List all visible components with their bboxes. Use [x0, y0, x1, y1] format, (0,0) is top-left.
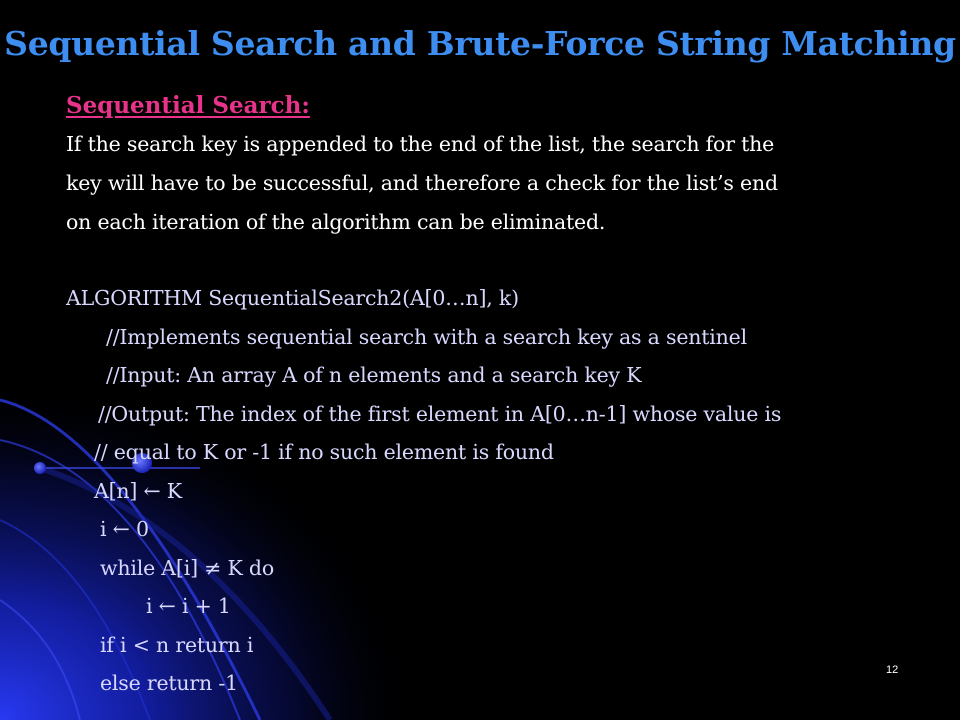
algorithm-comment: //Input: An array A of n elements and a search key K [106, 363, 642, 387]
paragraph-line: If the search key is appended to the end of the list, the search for the [66, 132, 775, 156]
algorithm-statement: if i < n return i [100, 633, 254, 657]
algorithm-comment: // equal to K or -1 if no such element is found [94, 440, 554, 464]
subheading: Sequential Search: [66, 92, 310, 119]
algorithm-comment: //Output: The index of the first element in A[0…n-1] whose value is [98, 402, 782, 426]
decor-dot-small [34, 462, 46, 474]
algorithm-header: ALGORITHM SequentialSearch2(A[0…n], k) [66, 286, 519, 310]
algorithm-statement: A[n] ← K [94, 479, 182, 503]
slide-title: Sequential Search and Brute-Force String Matching [4, 24, 956, 63]
page-number: 12 [886, 664, 899, 676]
algorithm-statement: while A[i] ≠ K do [100, 556, 274, 580]
paragraph-line: key will have to be successful, and therefore a check for the list’s end [66, 171, 778, 195]
algorithm-statement: i ← 0 [100, 517, 149, 541]
algorithm-statement: else return -1 [100, 671, 238, 695]
algorithm-statement: i ← i + 1 [146, 594, 231, 618]
algorithm-comment: //Implements sequential search with a search key as a sentinel [106, 325, 747, 349]
paragraph-line: on each iteration of the algorithm can be eliminated. [66, 210, 606, 234]
